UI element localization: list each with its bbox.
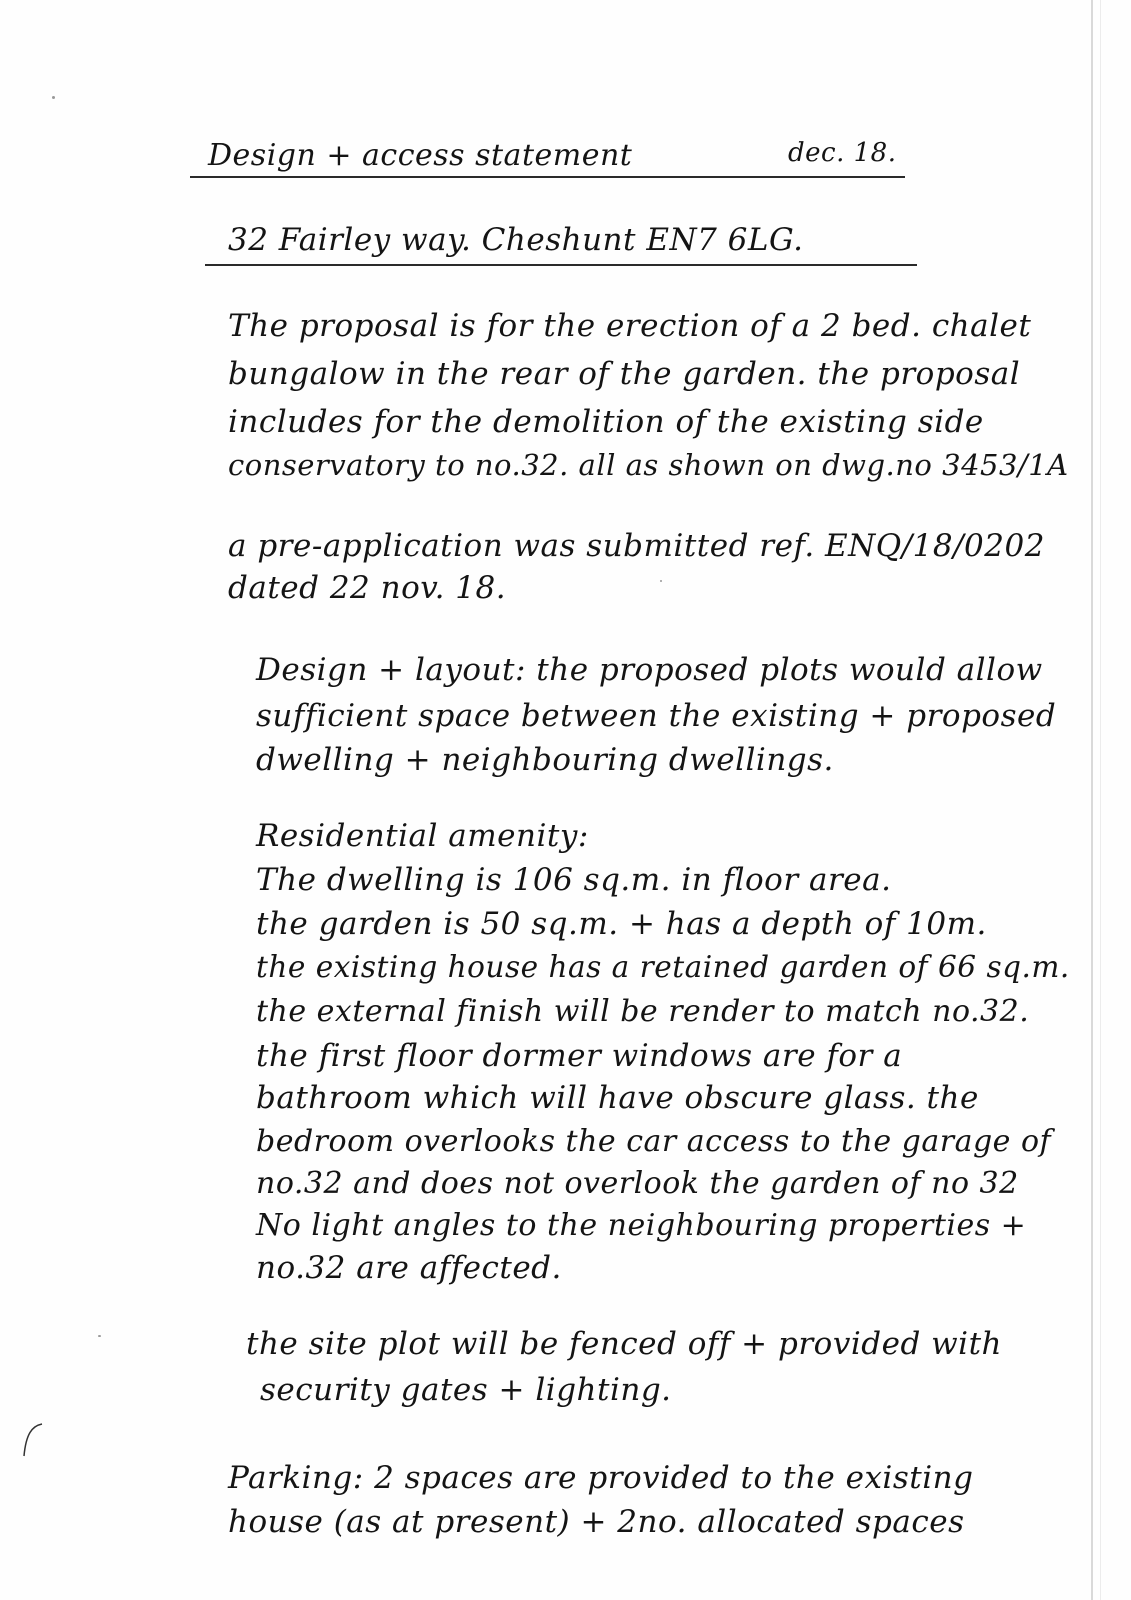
security-line: the site plot will be fenced off + provided with bbox=[246, 1326, 1003, 1362]
scan-speck bbox=[98, 1335, 101, 1337]
amenity-line: No light angles to the neighbouring properties + bbox=[256, 1208, 1027, 1243]
design-layout-line: dwelling + neighbouring dwellings. bbox=[256, 742, 834, 778]
document-title: Design + access statement bbox=[208, 138, 633, 173]
amenity-line: bedroom overlooks the car access to the garage of bbox=[256, 1124, 1052, 1159]
proposal-line: bungalow in the rear of the garden. the proposal bbox=[228, 356, 1021, 392]
site-address: 32 Fairley way. Cheshunt EN7 6LG. bbox=[228, 222, 804, 258]
scan-speck bbox=[660, 580, 662, 582]
scan-edge bbox=[1091, 0, 1093, 1600]
amenity-line: The dwelling is 106 sq.m. in floor area. bbox=[256, 862, 892, 898]
amenity-line: the first floor dormer windows are for a bbox=[256, 1038, 903, 1074]
parking-line: house (as at present) + 2no. allocated spaces bbox=[228, 1504, 965, 1540]
design-layout-line: sufficient space between the existing + proposed bbox=[256, 698, 1057, 734]
pre-application-line: a pre-application was submitted ref. ENQ/18/0202 bbox=[228, 528, 1045, 564]
amenity-line: no.32 are affected. bbox=[256, 1250, 562, 1286]
parking-line: Parking: 2 spaces are provided to the existing bbox=[228, 1460, 974, 1496]
amenity-line: the existing house has a retained garden of 66 sq.m. bbox=[256, 950, 1070, 985]
amenity-line: the garden is 50 sq.m. + has a depth of 10m. bbox=[256, 906, 987, 942]
pre-application-line: dated 22 nov. 18. bbox=[228, 570, 507, 606]
proposal-line: includes for the demolition of the existing side bbox=[228, 404, 984, 440]
amenity-line: bathroom which will have obscure glass. the bbox=[256, 1080, 979, 1116]
design-layout-line: Design + layout: the proposed plots would allow bbox=[256, 652, 1043, 688]
address-underline bbox=[205, 264, 917, 266]
proposal-line: conservatory to no.32. all as shown on dwg.no 3453/1A bbox=[228, 448, 1069, 482]
amenity-heading: Residential amenity: bbox=[256, 818, 589, 854]
title-underline bbox=[190, 176, 905, 178]
security-line: security gates + lighting. bbox=[260, 1372, 672, 1408]
scan-speck bbox=[52, 96, 55, 99]
corner-pen-mark bbox=[18, 1420, 44, 1460]
amenity-line: no.32 and does not overlook the garden of no 32 bbox=[256, 1166, 1019, 1201]
amenity-line: the external finish will be render to match no.32. bbox=[256, 994, 1030, 1029]
scan-edge-secondary bbox=[1100, 0, 1101, 1600]
document-date: dec. 18. bbox=[788, 138, 897, 168]
proposal-line: The proposal is for the erection of a 2 bed. chalet bbox=[228, 308, 1032, 344]
